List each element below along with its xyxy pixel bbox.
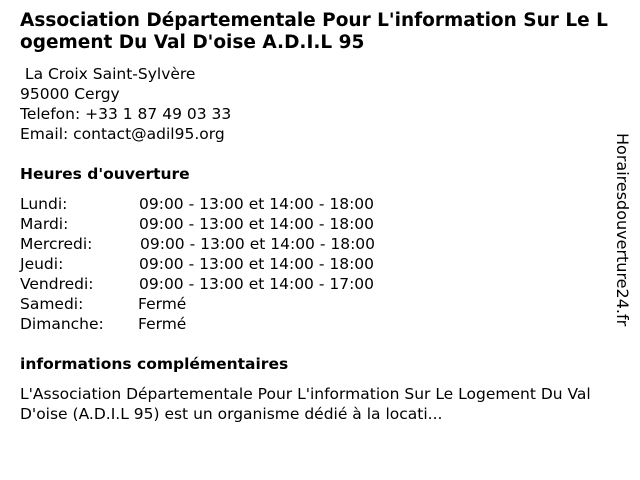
time-value: 09:00 - 13:00 et 14:00 - 18:00 [139,195,375,213]
hours-heading: Heures d'ouverture [20,165,190,183]
site-watermark: Horairesdouverture24.fr [613,133,632,327]
phone-number: Telefon: +33 1 87 49 03 33 [20,105,232,123]
address-city: 95000 Cergy [20,85,120,103]
time-value: 09:00 - 13:00 et 14:00 - 18:00 [140,235,376,253]
time-value: Fermé [138,315,187,333]
day-label: Samedi: [20,295,84,313]
time-value: 09:00 - 13:00 et 14:00 - 18:00 [139,255,375,273]
page-title: Association Départementale Pour L'information Sur Le Logement Du Val D'oise A.D.I.L 95 [20,10,608,53]
email-address: Email: contact@adil95.org [20,125,225,143]
day-label: Mardi: [20,215,69,233]
day-label: Mercredi: [20,235,93,253]
day-label: Vendredi: [20,275,94,293]
day-label: Dimanche: [20,315,104,333]
description-text: L'Association Départementale Pour L'information Sur Le Logement Du Val D'oise (A.D.I.L 95) est un organisme dédié à la locati... [20,385,591,423]
day-label: Jeudi: [20,255,64,273]
day-label: Lundi: [20,195,68,213]
time-value: Fermé [138,295,187,313]
time-value: 09:00 - 13:00 et 14:00 - 18:00 [139,215,375,233]
address-street: La Croix Saint-Sylvère [20,65,196,83]
time-value: 09:00 - 13:00 et 14:00 - 17:00 [139,275,375,293]
address-block [20,64,231,144]
info-heading: informations complémentaires [20,355,289,373]
